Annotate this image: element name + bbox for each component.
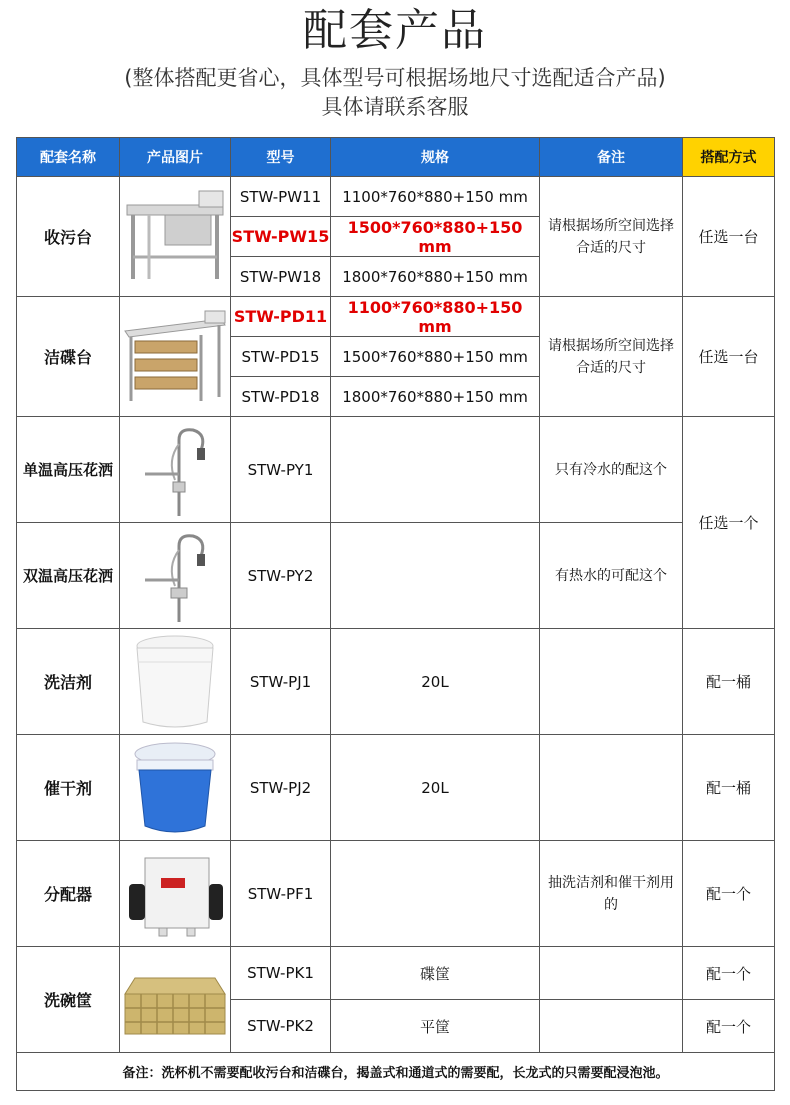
spec-cell: 1800*760*880+150 mm [331, 257, 540, 297]
col-header-model: 型号 [231, 138, 331, 177]
product-name: 洗碗筐 [17, 947, 120, 1053]
match-cell: 配一桶 [683, 629, 775, 735]
match-cell: 配一个 [683, 947, 775, 1000]
model-cell: STW-PY1 [231, 417, 331, 523]
model-cell: STW-PJ1 [231, 629, 331, 735]
spec-cell [331, 417, 540, 523]
product-image [120, 297, 231, 417]
sink-table-icon [121, 187, 229, 287]
note-cell: 请根据场所空间选择合适的尺寸 [540, 177, 683, 297]
spray-faucet-icon [121, 526, 229, 626]
model-cell-highlight: STW-PW15 [231, 217, 331, 257]
product-name: 收污台 [17, 177, 120, 297]
page-subtitle: (整体搭配更省心，具体型号可根据场地尺寸选配适合产品) [124, 66, 666, 90]
model-cell: STW-PD15 [231, 337, 331, 377]
table-row [17, 417, 775, 523]
product-image [120, 177, 231, 297]
note-cell [540, 735, 683, 841]
blue-bucket-icon [121, 738, 229, 838]
spec-cell: 碟筐 [331, 947, 540, 1000]
col-header-spec: 规格 [331, 138, 540, 177]
model-cell: STW-PD18 [231, 377, 331, 417]
table-row [17, 523, 775, 629]
model-cell-highlight: STW-PD11 [231, 297, 331, 337]
product-name: 催干剂 [17, 735, 120, 841]
dish-rack-table-icon [121, 307, 229, 407]
product-name: 单温高压花洒 [17, 417, 120, 523]
footer-note: 备注：洗杯机不需要配收污台和洁碟台，揭盖式和通道式的需要配，长龙式的只需要配浸泡池。 [17, 1053, 775, 1091]
model-cell: STW-PF1 [231, 841, 331, 947]
spec-cell: 1500*760*880+150 mm [331, 337, 540, 377]
white-bucket-icon [121, 632, 229, 732]
note-cell: 只有冷水的配这个 [540, 417, 683, 523]
product-name: 洗洁剂 [17, 629, 120, 735]
note-cell [540, 947, 683, 1000]
page-subtitle-contact: 具体请联系客服 [321, 95, 469, 119]
product-image [120, 629, 231, 735]
table-row [17, 177, 775, 217]
table-header-row [17, 138, 775, 177]
spec-cell-highlight: 1500*760*880+150 mm [331, 217, 540, 257]
dish-basket-icon [121, 950, 229, 1050]
match-cell: 任选一台 [683, 297, 775, 417]
spec-cell: 平筐 [331, 1000, 540, 1053]
model-cell: STW-PW18 [231, 257, 331, 297]
dispenser-icon [121, 844, 229, 944]
model-cell: STW-PW11 [231, 177, 331, 217]
spray-faucet-icon [121, 420, 229, 520]
note-cell [540, 629, 683, 735]
product-image [120, 841, 231, 947]
note-cell: 请根据场所空间选择合适的尺寸 [540, 297, 683, 417]
note-cell: 有热水的可配这个 [540, 523, 683, 629]
product-image [120, 735, 231, 841]
product-image [120, 523, 231, 629]
spec-cell-highlight: 1100*760*880+150 mm [331, 297, 540, 337]
product-image [120, 947, 231, 1053]
model-cell: STW-PJ2 [231, 735, 331, 841]
table-row [17, 947, 775, 1000]
match-cell: 配一个 [683, 1000, 775, 1053]
table-row [17, 297, 775, 337]
table-row [17, 841, 775, 947]
match-cell: 配一个 [683, 841, 775, 947]
table-row [17, 735, 775, 841]
product-image [120, 417, 231, 523]
model-cell: STW-PK2 [231, 1000, 331, 1053]
table-footer-row [17, 1053, 775, 1091]
page-title: 配套产品 [303, 5, 487, 56]
col-header-name: 配套名称 [17, 138, 120, 177]
match-cell: 配一桶 [683, 735, 775, 841]
note-cell [540, 1000, 683, 1053]
note-cell: 抽洗洁剂和催干剂用的 [540, 841, 683, 947]
col-header-note: 备注 [540, 138, 683, 177]
match-cell: 任选一个 [683, 417, 775, 629]
spec-cell: 20L [331, 629, 540, 735]
spec-cell: 20L [331, 735, 540, 841]
spec-cell: 1800*760*880+150 mm [331, 377, 540, 417]
col-header-image: 产品图片 [120, 138, 231, 177]
table-row [17, 629, 775, 735]
model-cell: STW-PY2 [231, 523, 331, 629]
model-cell: STW-PK1 [231, 947, 331, 1000]
match-cell: 任选一台 [683, 177, 775, 297]
accessories-table [16, 137, 775, 1091]
col-header-match: 搭配方式 [683, 138, 775, 177]
spec-cell [331, 841, 540, 947]
product-name: 洁碟台 [17, 297, 120, 417]
spec-cell: 1100*760*880+150 mm [331, 177, 540, 217]
product-name: 双温高压花洒 [17, 523, 120, 629]
spec-cell [331, 523, 540, 629]
product-name: 分配器 [17, 841, 120, 947]
